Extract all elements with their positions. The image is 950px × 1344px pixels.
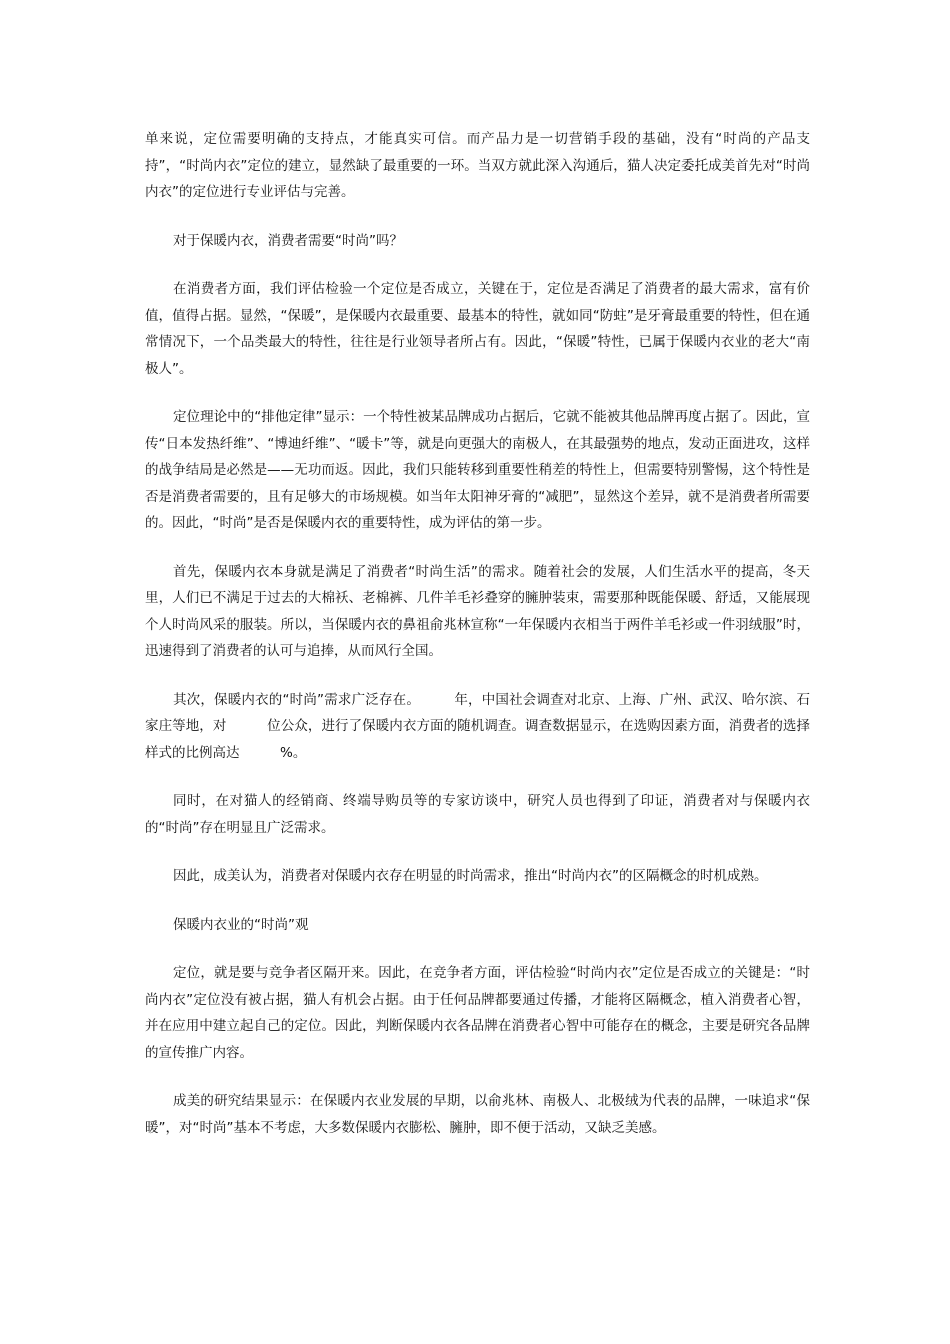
paragraph-consumer-aspect: 在消费者方面，我们评估检验一个定位是否成立，关键在于，定位是否满足了消费者的最大需求，富有价值，值得占据。显然，“保暖”，是保暖内衣最重要、最基本的特性，就如同“防蛀”是牙膏最重要的特性，但在通常情况下，一个品类最大的特性，往往是行业领导者所占有。因此，“保暖”特性，已属于保暖内衣业的老大“南极人”。 [145, 281, 810, 377]
paragraph-conclusion: 因此，成美认为，消费者对保暖内衣存在明显的时尚需求，推出“时尚内衣”的区隔概念的时机成熟。 [173, 868, 768, 884]
paragraph-competitor-aspect: 定位，就是要与竞争者区隔开来。因此，在竞争者方面，评估检验“时尚内衣”定位是否成立的关键是：“时尚内衣”定位没有被占据，猫人有机会占据。由于任何品牌都要通过传播，才能将区隔概念，植入消费者心智，并在应用中建立起自己的定位。因此，判断保暖内衣各品牌在消费者心智中可能存在的概念，主要是研究各品牌的宣传推广内容。 [145, 965, 810, 1061]
paragraph-second-point: 其次，保暖内衣的“时尚”需求广泛存在。 年，中国社会调查对北京、上海、广州、武汉、哈尔滨、石家庄等地，对 位公众，进行了保暖内衣方面的随机调查。调查数据显示，在选购因素方面，消费者的选择样式的比例高达 %。 [145, 691, 810, 761]
paragraph-research-results: 成美的研究结果显示：在保暖内衣业发展的早期，以俞兆林、南极人、北极绒为代表的品牌，一味追求“保暖”，对“时尚”基本不考虑，大多数保暖内衣膨松、臃肿，即不便于活动，又缺乏美感。 [145, 1093, 810, 1136]
paragraph-first-point: 首先，保暖内衣本身就是满足了消费者“时尚生活”的需求。随着社会的发展，人们生活水平的提高，冬天里，人们已不满足于过去的大棉袄、老棉裤、几件羊毛衫叠穿的臃肿装束，需要那种既能保暖、舒适，又能展现个人时尚风采的服装。所以，当保暖内衣的鼻祖俞兆林宣称“一年保暖内衣相当于两件羊毛衫或一件羽绒服”时，迅速得到了消费者的认可与追捧，从而风行全国。 [145, 563, 810, 659]
paragraph-exclusivity-law: 定位理论中的“排他定律”显示：一个特性被某品牌成功占据后，它就不能被其他品牌再度占据了。因此，宣传“日本发热纤维”、“博迪纤维”、“暖卡”等，就是向更强大的南极人，在其最强势的地点，发动正面进攻，这样的战争结局是必然是——无功而返。因此，我们只能转移到重要性稍差的特性上，但需要特别警惕，这个特性是否是消费者需要的，且有足够大的市场规模。如当年太阳神牙膏的“减肥”，显然这个差异，就不是消费者所需要的。因此，“时尚”是否是保暖内衣的重要特性，成为评估的第一步。 [145, 409, 810, 531]
section-question: 对于保暖内衣，消费者需要“时尚”吗？ [173, 232, 403, 249]
paragraph-continuation: 单来说，定位需要明确的支持点，才能真实可信。而产品力是一切营销手段的基础，没有“时尚的产品支持”，“时尚内衣”定位的建立，显然缺了最重要的一环。当双方就此深入沟通后，猫人决定委托成美首先对“时尚内衣”的定位进行专业评估与完善。 [145, 131, 810, 200]
section-heading-fashion-view: 保暖内衣业的“时尚”观 [173, 916, 309, 933]
paragraph-expert-interviews: 同时，在对猫人的经销商、终端导购员等的专家访谈中，研究人员也得到了印证，消费者对与保暖内衣的“时尚”存在明显且广泛需求。 [145, 793, 810, 836]
document-body [145, 126, 810, 1163]
